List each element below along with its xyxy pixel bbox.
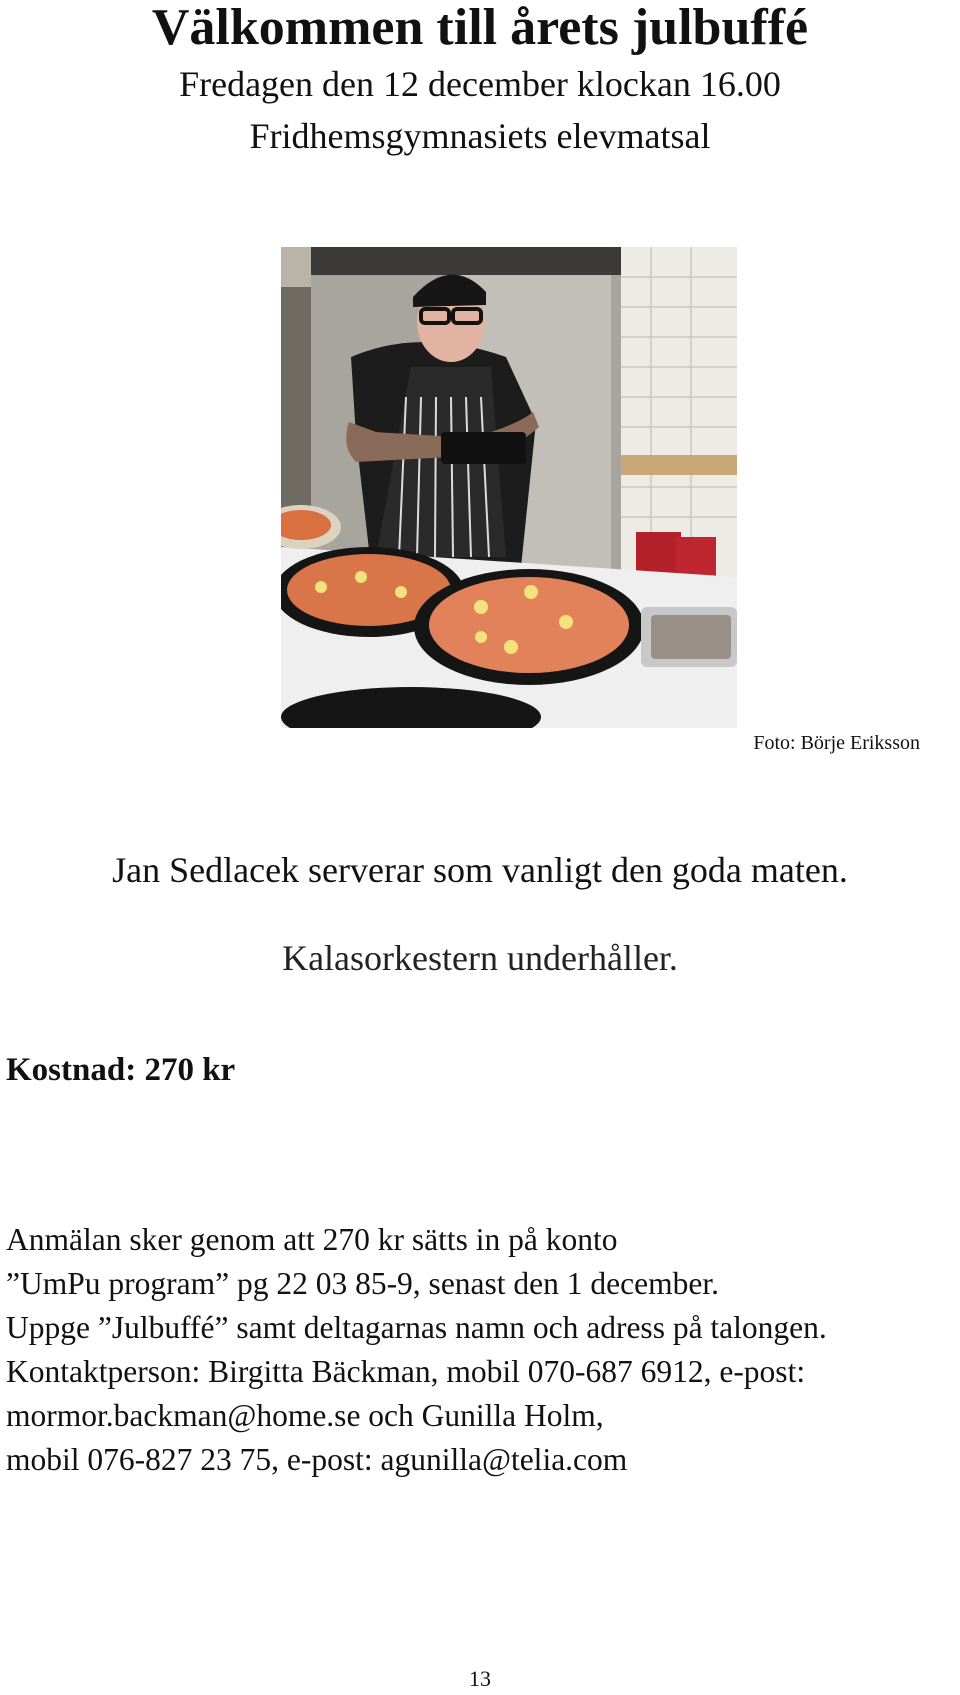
registration-line: Anmälan sker genom att 270 kr sätts in på konto: [6, 1222, 618, 1257]
registration-info: [6, 1218, 956, 1482]
contact-line: mobil 076-827 23 75, e-post: agunilla@telia.com: [6, 1442, 628, 1477]
contact-line: Kontaktperson: Birgitta Bäckman, mobil 070-687 6912, e-post:: [6, 1354, 806, 1389]
registration-line: Uppge ”Julbuffé” samt deltagarnas namn och adress på talongen.: [6, 1310, 827, 1345]
chef-photo: [281, 247, 737, 728]
chef-info: Jan Sedlacek serverar som vanligt den goda maten.: [112, 850, 848, 890]
cost-label: Kostnad: 270 kr: [6, 1052, 236, 1088]
registration-line: ”UmPu program” pg 22 03 85-9, senast den 1 december.: [6, 1266, 719, 1301]
event-date: Fredagen den 12 december klockan 16.00: [179, 64, 781, 104]
page-number: 13: [469, 1666, 491, 1691]
event-venue: Fridhemsgymnasiets elevmatsal: [249, 116, 711, 156]
entertainment-info: Kalasorkestern underhåller.: [282, 938, 678, 978]
photo-credit: Foto: Börje Eriksson: [753, 732, 920, 754]
page-title: Välkommen till årets julbuffé: [151, 0, 809, 56]
contact-line: mormor.backman@home.se och Gunilla Holm,: [6, 1398, 604, 1433]
